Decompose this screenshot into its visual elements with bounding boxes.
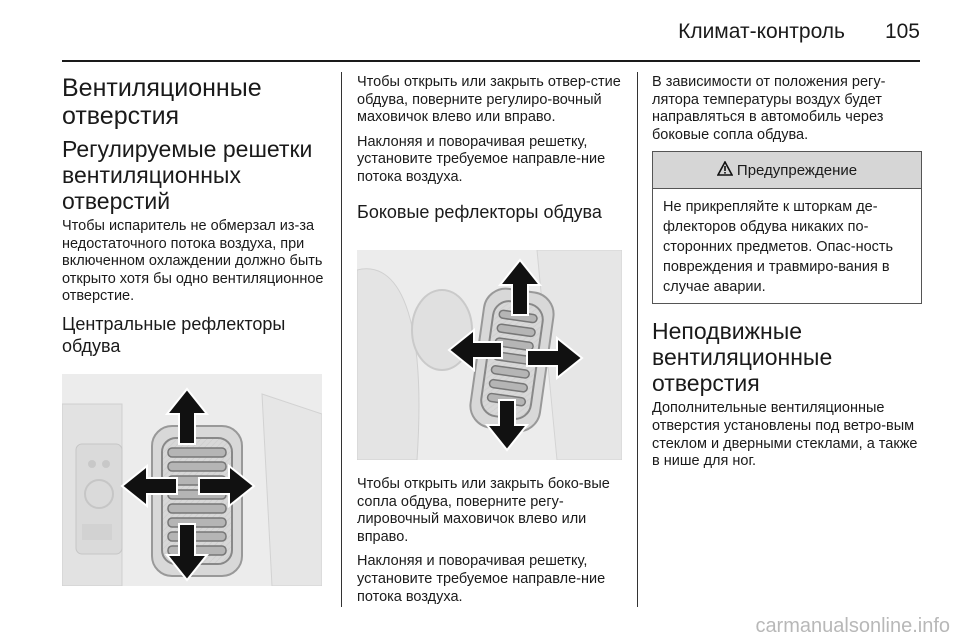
column-middle xyxy=(357,74,623,229)
section-heading-fixed: Неподвижные вентиляционные отверстия xyxy=(652,318,833,397)
central-vent-illustration xyxy=(62,374,322,586)
paragraph: Чтобы открыть или закрыть отвер-стие обдува, поверните регулиро-вочный маховичок влево или вправо. xyxy=(357,74,621,126)
paragraph: Наклоняя и поворачивая решетку, установите требуемое направле-ние потока воздуха. xyxy=(357,553,606,605)
page-number: 105 xyxy=(884,20,920,43)
subsection-heading-central: Центральные рефлекторы обдува xyxy=(62,313,286,356)
paragraph: Чтобы испаритель не обмерзал из-за недостаточного потока воздуха, при включенном охлаждении должно быть открыто хотя бы одно вентиляционное отверстие. xyxy=(62,218,324,305)
column-divider xyxy=(637,72,638,607)
warning-header xyxy=(653,152,921,189)
column-middle-lower xyxy=(357,476,623,613)
column-left xyxy=(62,74,327,363)
header-rule xyxy=(62,60,920,62)
subsection-heading-side: Боковые рефлекторы обдува xyxy=(357,201,602,222)
side-vent-illustration xyxy=(357,250,622,460)
warning-text: Не прикрепляйте к шторкам де-флекторов обдува никаких по-сторонних предметов. Опас-ность повреждения и травмиро-вания в случае аварии. xyxy=(663,199,894,296)
section-heading: Вентиляционные отверстия xyxy=(62,74,262,130)
header-title: Климат-контроль xyxy=(678,20,845,43)
warning-title: Предупреждение xyxy=(736,161,858,179)
paragraph: Наклоняя и поворачивая решетку, установите требуемое направле-ние потока воздуха. xyxy=(357,133,606,185)
warning-triangle-icon xyxy=(717,161,733,180)
paragraph: В зависимости от положения регу-лятора температуры воздух будет направляться в автомобиль через боковые сопла обдува. xyxy=(652,74,886,143)
subsection-heading: Регулируемые решетки вентиляционных отверстий xyxy=(62,136,313,214)
warning-box xyxy=(652,151,922,304)
paragraph: Чтобы открыть или закрыть боко-вые сопла обдува, поверните регу-лировочный маховичок влево или вправо. xyxy=(357,476,610,545)
page-header xyxy=(62,10,920,60)
column-right xyxy=(652,74,922,478)
watermark: carmanualsonline.info xyxy=(755,615,950,637)
paragraph: Дополнительные вентиляционные отверстия установлены под ветро-вым стеклом и дверными стеклами, а также в нише для ног. xyxy=(652,400,918,470)
column-divider xyxy=(341,72,342,607)
